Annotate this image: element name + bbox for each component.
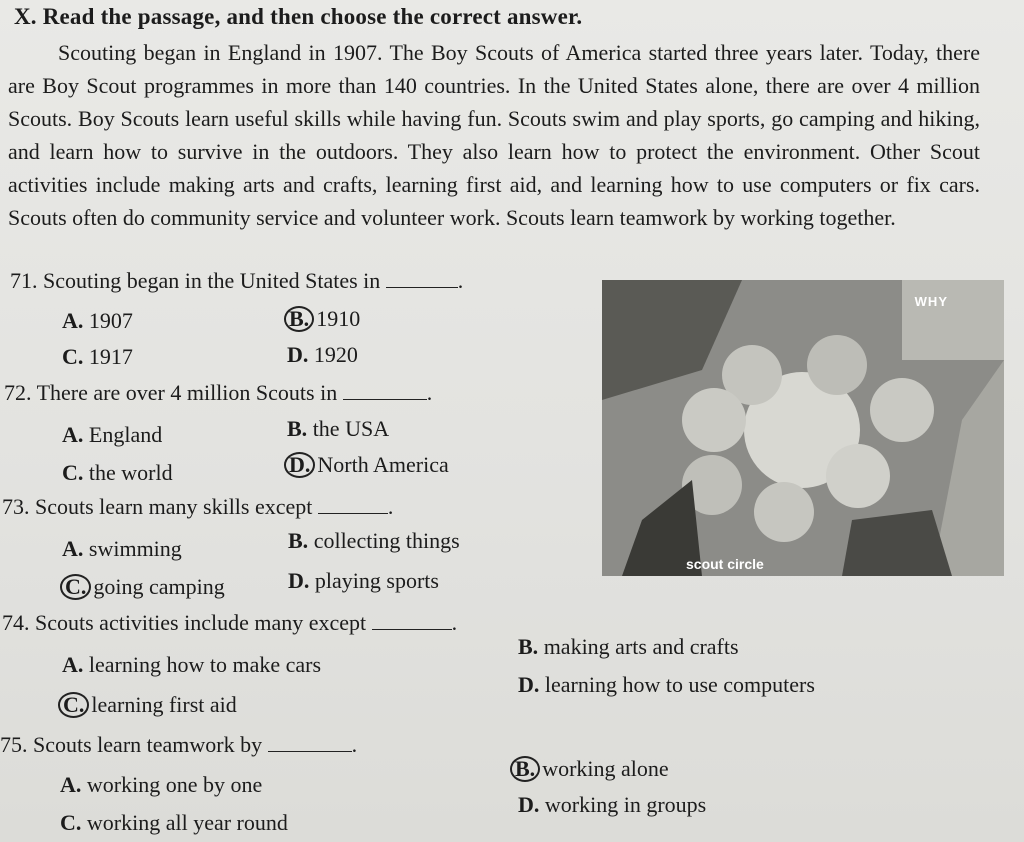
option-72-a: A. England (62, 422, 163, 447)
answer-blank (268, 733, 352, 752)
option-71-b: B. 1910 (284, 306, 360, 332)
answer-blank (343, 381, 427, 400)
option-74-d: D. learning how to use computers (518, 672, 815, 697)
question-73: 73. Scouts learn many skills except . (2, 494, 394, 519)
option-75-d: D. working in groups (518, 792, 707, 817)
reading-passage: Scouting began in England in 1907. The Boy Scouts of America started three years later. Today, there are Boy Scout programmes in more than 140 countries. In the United States alone, there are over 4 million Scouts. Boy Scouts learn useful skills while having fun. Scouts swim and play sports, go camping and hiking, and learn how to survive in the outdoors. They also learn how to protect the environment. Other Scout activities include making arts and crafts, learning first aid, and learning how to use computers or fix cars. Scouts often do community service and volunteer work. Scouts learn teamwork by working together. (8, 40, 980, 230)
question-stem: 71. Scouting began in the United States in (10, 268, 381, 293)
question-stem: 73. Scouts learn many skills except (2, 494, 313, 519)
option-73-d: D. playing sports (288, 568, 439, 593)
question-71: 71. Scouting began in the United States in . (10, 268, 464, 293)
section-heading: X. Read the passage, and then choose the correct answer. (14, 4, 583, 29)
option-72-b: B. the USA (287, 416, 390, 441)
option-74-a: A. learning how to make cars (62, 652, 322, 677)
option-73-c: C. going camping (60, 574, 225, 600)
circled-answer-mark: D. (284, 452, 315, 478)
option-73-b: B. collecting things (288, 528, 460, 553)
option-72-c: C. the world (62, 460, 173, 485)
photo-caption: scout circle (686, 556, 764, 572)
scout-circle-photo (602, 280, 1004, 576)
answer-blank (318, 495, 388, 514)
circled-answer-mark: C. (58, 692, 89, 718)
option-71-d: D. 1920 (287, 342, 358, 367)
question-stem: 72. There are over 4 million Scouts in (4, 380, 338, 405)
option-75-c: C. working all year round (60, 810, 288, 835)
option-74-c: C. learning first aid (58, 692, 237, 718)
option-75-a: A. working one by one (60, 772, 263, 797)
option-75-b: B. working alone (510, 756, 669, 782)
circled-answer-mark: C. (60, 574, 91, 600)
question-stem: 75. Scouts learn teamwork by (0, 732, 263, 757)
question-75: 75. Scouts learn teamwork by . (0, 732, 358, 757)
circled-answer-mark: B. (510, 756, 540, 782)
scouts-faces-illustration (602, 280, 1004, 576)
answer-blank (386, 269, 458, 288)
question-stem: 74. Scouts activities include many except (2, 610, 367, 635)
option-71-a: A. 1907 (62, 308, 133, 333)
option-71-c: C. 1917 (62, 344, 133, 369)
question-74: 74. Scouts activities include many except . (2, 610, 458, 635)
answer-blank (372, 611, 452, 630)
option-73-a: A. swimming (62, 536, 182, 561)
question-72: 72. There are over 4 million Scouts in . (4, 380, 433, 405)
photo-badge: WHY (914, 294, 948, 309)
option-72-d: D. North America (284, 452, 449, 478)
circled-answer-mark: B. (284, 306, 314, 332)
option-74-b: B. making arts and crafts (518, 634, 739, 659)
